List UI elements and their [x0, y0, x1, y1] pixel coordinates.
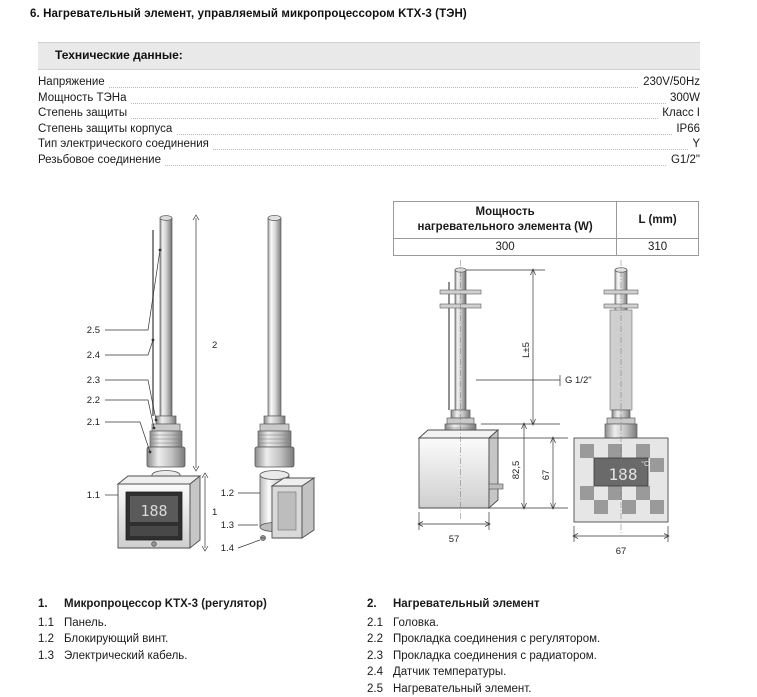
legend-item-text: Прокладка соединения с радиатором.	[393, 650, 597, 662]
svg-text:2.5: 2.5	[87, 325, 100, 336]
legend-item	[38, 631, 358, 648]
spec-value: IP66	[672, 123, 700, 135]
figure-area	[0, 190, 757, 580]
spec-value: 230V/50Hz	[639, 76, 700, 88]
svg-text:2.1: 2.1	[87, 417, 100, 428]
spec-name: Степень защиты корпуса	[38, 123, 176, 135]
table-header-length: L (mm)	[617, 202, 699, 239]
leader-dots	[38, 103, 700, 104]
spec-row	[38, 138, 700, 154]
legend-item-text: Блокирующий винт.	[64, 633, 168, 645]
legend-item-number: 1.1	[38, 615, 64, 632]
legend-right-title: Нагревательный элемент	[393, 598, 540, 610]
legend-right-number: 2.	[367, 596, 393, 613]
cell-power: 300	[394, 239, 617, 256]
legend-item-number: 2.3	[367, 648, 393, 665]
spec-name: Мощность ТЭНа	[38, 92, 131, 104]
legend-right-heading	[367, 596, 727, 613]
legend-item-text: Электрический кабель.	[64, 650, 188, 662]
technical-data-header	[38, 42, 700, 70]
svg-text:67: 67	[541, 470, 552, 481]
svg-text:1: 1	[212, 507, 217, 518]
spec-name: Степень защиты	[38, 107, 131, 119]
svg-text:188: 188	[609, 465, 638, 484]
spec-value: Класс I	[658, 107, 700, 119]
legend-item	[367, 631, 727, 648]
svg-text:1.2: 1.2	[221, 488, 234, 499]
legend-controller	[38, 596, 358, 664]
legend-item	[38, 615, 358, 632]
svg-text:L±5: L±5	[521, 342, 532, 358]
legend-item	[38, 648, 358, 665]
spec-name: Напряжение	[38, 76, 109, 88]
spec-value: Y	[688, 138, 700, 150]
spec-row	[38, 92, 700, 108]
legend-left-heading	[38, 596, 358, 613]
svg-text:2.3: 2.3	[87, 375, 100, 386]
specification-list	[38, 76, 700, 169]
legend-item-number: 1.3	[38, 648, 64, 665]
legend-item	[367, 681, 727, 697]
svg-text:2.4: 2.4	[87, 350, 100, 361]
table-header-power-line1: Мощность	[476, 206, 535, 218]
legend-item	[367, 664, 727, 681]
leader-dots	[38, 87, 700, 88]
spec-row	[38, 154, 700, 170]
leader-dots	[38, 118, 700, 119]
technical-data-title: Технические данные:	[55, 48, 183, 62]
svg-text:57: 57	[449, 534, 460, 545]
legend-item-text: Прокладка соединения с регулятором.	[393, 633, 600, 645]
spec-name: Резьбовое соединение	[38, 154, 165, 166]
legend-item-text: Головка.	[393, 617, 439, 629]
svg-text:1.1: 1.1	[87, 490, 100, 501]
svg-text:2.2: 2.2	[87, 395, 100, 406]
svg-text:1.3: 1.3	[221, 520, 234, 531]
svg-text:2: 2	[212, 340, 217, 351]
legend-left-number: 1.	[38, 596, 64, 613]
legend-item	[367, 648, 727, 665]
legend-item-text: Панель.	[64, 617, 107, 629]
legend-item-text: Нагревательный элемент.	[393, 683, 531, 695]
spec-name: Тип электрического соединения	[38, 138, 213, 150]
legend-left-title: Микропроцессор KTX-3 (регулятор)	[64, 598, 267, 610]
spec-value: 300W	[666, 92, 700, 104]
legend-heating-element	[367, 596, 727, 697]
legend-item-number: 2.2	[367, 631, 393, 648]
technical-drawing	[0, 190, 757, 580]
legend-item-number: 2.4	[367, 664, 393, 681]
svg-text:°C: °C	[641, 460, 649, 468]
page-title: 6. Нагревательный элемент, управляемый микропроцессором KTX-3 (ТЭН)	[30, 8, 467, 20]
svg-text:188: 188	[140, 502, 167, 520]
legend-item-number: 2.1	[367, 615, 393, 632]
legend-item-number: 2.5	[367, 681, 393, 697]
spec-row	[38, 123, 700, 139]
spec-row	[38, 107, 700, 123]
legend-item	[367, 615, 727, 632]
legend-item-text: Датчик температуры.	[393, 666, 506, 678]
svg-text:67: 67	[616, 546, 627, 557]
cell-length: 310	[617, 239, 699, 256]
table-header-power-line2: нагревательного элемента (W)	[418, 221, 593, 233]
svg-text:82,5: 82,5	[511, 461, 522, 480]
spec-row	[38, 76, 700, 92]
spec-value: G1/2"	[667, 154, 700, 166]
svg-text:1.4: 1.4	[221, 543, 234, 554]
svg-text:G 1/2": G 1/2"	[565, 375, 592, 386]
legend-item-number: 1.2	[38, 631, 64, 648]
